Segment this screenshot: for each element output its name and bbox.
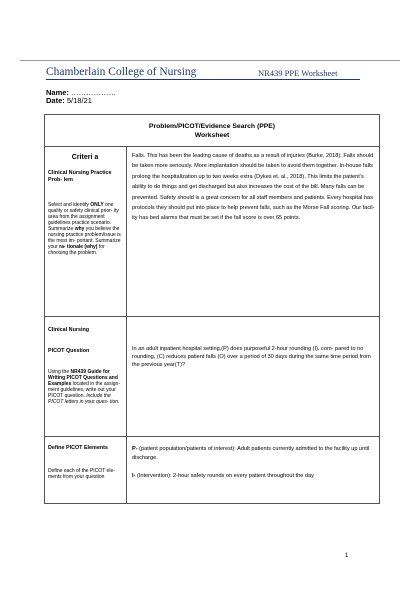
instruction-text: Using the	[48, 369, 71, 375]
college-name: Chamberlain College of Nursing	[46, 66, 197, 78]
instruction-bold: why	[74, 226, 85, 232]
instruction-bold: NR439 Guide for Writing PICOT Questions and Examples	[48, 369, 118, 387]
pico-i-definition	[132, 472, 375, 481]
worksheet-title: NR439 PPE Worksheet	[258, 68, 338, 78]
criteria-cell	[45, 437, 127, 503]
page-number: 1	[345, 553, 349, 559]
row-instructions	[48, 202, 122, 256]
instruction-text: for choosing the problem.	[48, 244, 105, 256]
criteria-label: Criteri a	[71, 154, 99, 161]
instruction-bold: ONLY	[90, 202, 104, 208]
criteria-cell	[45, 147, 127, 316]
row-heading: Clinical Nursing Practice Prob- lem	[48, 170, 112, 183]
pico-text: (patient population/patients of interest): Adult patients currently admitted to the facility up until discharge.	[132, 446, 370, 461]
pico-letter: P-	[132, 446, 138, 452]
pico-p-definition	[132, 445, 375, 463]
table-title-line1: Problem/PICOT/Evidence Search (PPE)	[148, 123, 276, 130]
instruction-text: one quality or safety clinical prior- ity area from the assignment guidelines practice scenario. Summarize	[48, 202, 119, 232]
date-value: 5/18/21	[66, 96, 92, 105]
pico-letter: I-	[132, 473, 136, 479]
table-row	[45, 437, 379, 503]
table-row	[45, 317, 379, 437]
row-heading: Define PICOT Elements	[48, 445, 108, 451]
instruction-text: Select and identify	[48, 202, 91, 208]
table-title	[45, 115, 379, 147]
header-divider	[46, 79, 360, 80]
table-title-line2: Worksheet	[194, 131, 230, 139]
row-heading: Clinical Nursing	[48, 327, 90, 333]
date-line	[46, 96, 92, 105]
instruction-text: you believe the nursing practice problem/issue is the most im- portant. Summarize your	[48, 226, 121, 250]
instruction-text: located in the assign- ment guidelines, write out your PICOT question.	[48, 381, 120, 399]
date-label: Date:	[46, 96, 65, 105]
top-divider	[20, 60, 400, 61]
name-label: Name:	[46, 88, 69, 97]
row-instructions	[48, 369, 122, 405]
instruction-italic: Include the PICOT letters in your ques- tion.	[48, 393, 120, 405]
answer-cell	[127, 437, 379, 503]
table-row	[45, 147, 379, 317]
criteria-cell	[45, 317, 127, 436]
worksheet-table	[44, 114, 380, 504]
answer-cell: In an adult inpatient hospital setting,(P) does purposeful 2-hour rounding (I), com- pared to no rounding, (C) reduces patient falls (O) over a period of 30 days during the same time period from the previous year(T)?	[132, 346, 371, 368]
pico-text: (Intervention): 2-hour safety rounds on every patient throughout the day	[135, 473, 314, 479]
answer-cell: Falls. This has been the leading cause of deaths as a result of injuries (Burke, 2018). Falls should be taken more seriously. More implantation should be taken to avoid them together. In-house falls prolong the hospitalization up to two weeks extra (Dykes et. al., 2018). This limits the patient’s ability to do things and get discharged but also increases the cost of the bill. Many falls can be prevented. Safety should is a great concern for all staff members and patients. Every hospital has protocols they should put into place to help prevent falls, such as the Morse Fall scoring. Our facil- ity has bed alarms that must be set if the fall score is over 65 points.	[132, 153, 375, 222]
row-instructions: Define each of the PICOT ele- ments from your question	[48, 468, 115, 480]
name-value: ………………	[71, 88, 117, 97]
instruction-bold: ra- tionale (why)	[59, 244, 98, 250]
row-subheading: PICOT Question	[48, 348, 90, 354]
